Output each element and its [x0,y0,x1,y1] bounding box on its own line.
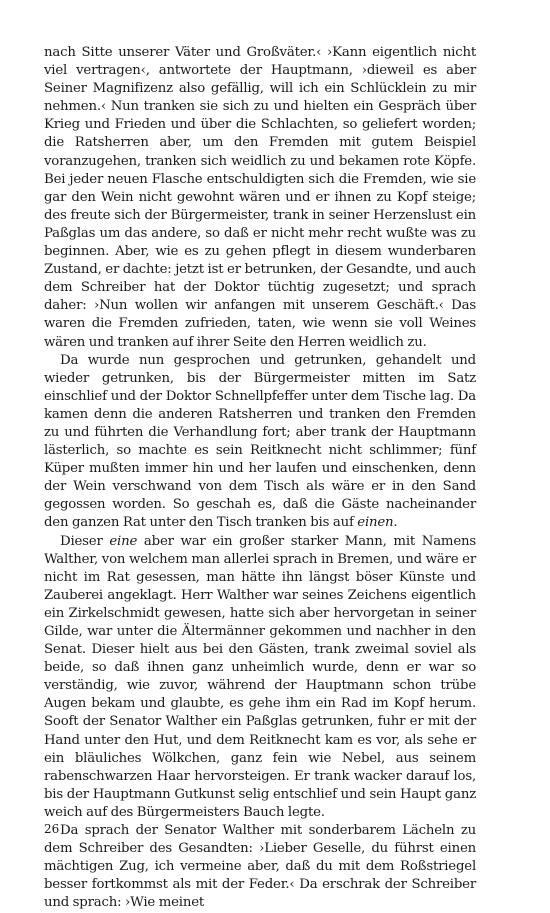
paragraph-3-start: Dieser [60,533,110,549]
paragraph-3-text: aber war ein großer starker Mann, mit Namens Walther, von welchem man allerlei sprach in Bremen, und wäre er nicht im Rat gesessen, man hätte ihn längst böser Künste und Zauberei angeklagt. Herr Walther war seines Zeichens eigentlich ein Zirkelschmidt gewesen, hatte sich aber hervorgetan in seiner Gilde, war unter die Ältermänner gekommen und nachher in den Senat. Dieser hielt aus bei den Gästen, trank zweimal soviel als beide, so daß ihnen ganz unheimlich wurde, denn er war so verständig, wie zuvor, während der Hauptmann schon trübe Augen bekam und glaubte, es gehe ihm ein Rad im Kopf herum. Sooft der Senator Walther ein Paßglas getrunken, fuhr er mit der Hand unter den Hut, und dem Reitknecht kam es vor, als sehe er ein bläuliches Wölkchen, ganz fein wie Nebel, aus seinem rabenschwarzen Haar hervorsteigen. Er trank wacker darauf los, bis der Hauptmann Gutkunst selig entschlief und sein Haupt ganz weich auf des Bürgermeisters Bauch legte. [44,533,477,820]
paragraph-3-emphasis: eine [109,533,138,549]
book-page [44,44,476,913]
paragraph-3 [44,533,476,823]
paragraph-2-text: Da wurde nun gesprochen und getrunken, gehandelt und wieder getrunken, bis der Bürgermeister mitten im Satz einschlief und der Doktor Schnellpfeffer unter dem Tische lag. Da kamen denn die anderen Ratsherren und tranken den Fremden zu und führten die Verhandlung fort; aber trank der Hauptmann lästerlich, so machte es sein Reitknecht nicht schlimmer; fünf Küper mußten immer hin und her laufen und einschenken, denn der Wein verschwand von dem Tisch als wäre er in den Sand gegossen worden. So geschah es, daß die Gäste nacheinander den ganzen Rat unter den Tisch tranken bis auf [44,352,476,531]
paragraph-1-text: nach Sitte unserer Väter und Großväter.‹ ›Kann eigentlich nicht viel vertragen‹, antwortete der Hauptmann, ›dieweil es aber Seiner Magnifizenz also gefällig, will ich ein Schlücklein zu mir nehmen.‹ Nun tranken sie sich zu und hielten ein Gespräch über Krieg und Frieden und über die Schlachten, so geliefert worden; die Ratsherren aber, um den Fremden mit gutem Beispiel voranzugehen, tranken sich weidlich zu und bekamen rote Köpfe. Bei jeder neuen Flasche entschuldigten sich die Fremden, wie sie gar den Wein nicht gewohnt wären und er ihnen zu Kopf steige; des freute sich der Bürgermeister, trank in seiner Herzenslust ein Paßglas um das andere, so daß er nicht mehr recht wußte was zu beginnen. Aber, wie es zu gehen pflegt in diesem wunderbaren Zustand, er dachte: jetzt ist er betrunken, der Gesandte, und auch dem Schreiber hat der Doktor tüchtig zugesetzt; und sprach daher: ›Nun wollen wir anfangen mit unserem Geschäft.‹ Das waren die Fremden zufrieden, taten, wie wenn sie voll Weines wären und tranken auf ihrer Seite den Herren weidlich zu. [44,45,476,350]
paragraph-2 [44,352,476,533]
paragraph-1 [44,44,476,352]
paragraph-2-end: . [393,515,398,531]
page-number: 26 [44,822,60,836]
paragraph-2-emphasis: einen [357,515,394,531]
paragraph-4-text: Da sprach der Senator Walther mit sonderbarem Lächeln zu dem Schreiber des Gesandten: ›Lieber Geselle, du führst einen mächtigen Zug, ich vermeine aber, daß du mit dem Roßstriegel besser fortkommst als mit der Feder.‹ Da erschrak der Schreiber und sprach: ›Wie meinet [44,823,476,911]
body-text [44,44,476,913]
paragraph-4 [44,822,476,912]
